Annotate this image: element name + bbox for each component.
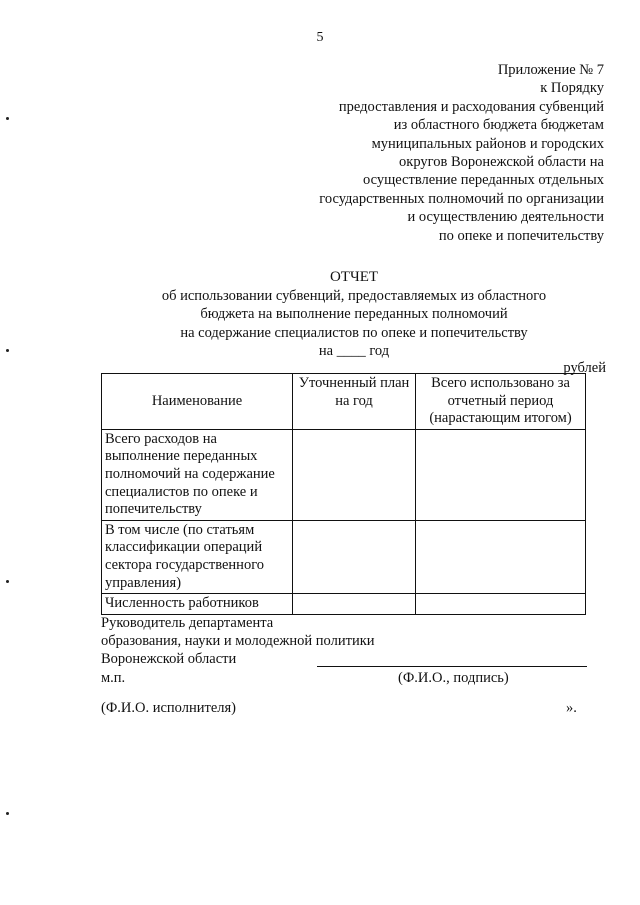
table-row (102, 594, 586, 615)
signatory-line: Воронежской области (101, 650, 237, 667)
row-name-cell: Численность работников (102, 594, 293, 615)
column-header-name: Наименование (102, 374, 293, 430)
signatory-line: Руководитель департамента (101, 615, 274, 631)
signatory-line: образования, науки и молодежной политики (101, 632, 375, 649)
annex-line: из областного бюджета бюджетам (393, 117, 604, 134)
column-header-used: Всего использовано за отчетный период (нарастающим итогом) (416, 374, 586, 430)
page-number: 5 (316, 30, 324, 45)
row-plan-cell (293, 520, 416, 593)
table-row (102, 520, 586, 593)
margin-mark (6, 349, 9, 352)
signature-block (101, 615, 601, 668)
report-subtitle-line: на содержание специалистов по опеке и попечительству (180, 324, 528, 341)
annex-reference (284, 61, 604, 245)
row-plan-cell (293, 429, 416, 520)
row-used-cell (416, 594, 586, 615)
annex-line: к Порядку (540, 80, 604, 97)
fio-signature-label: (Ф.И.О., подпись) (398, 670, 509, 686)
annex-line: и осуществлению деятельности (407, 209, 604, 226)
row-name-cell: В том числе (по статьям классификации операций сектора государственного управления) (102, 520, 293, 593)
stamp-label: м.п. (101, 670, 126, 686)
margin-mark (6, 117, 9, 120)
table-row (102, 429, 586, 520)
report-title-block (0, 268, 640, 361)
signature-underline (317, 666, 587, 667)
annex-line: муниципальных районов и городских (371, 135, 604, 152)
column-header-plan: Уточненный план на год (293, 374, 416, 430)
report-subtitle-line: об использовании субвенций, предоставляемых из областного (161, 287, 547, 304)
margin-mark (6, 812, 9, 815)
executor-label: (Ф.И.О. исполнителя) (101, 700, 237, 716)
row-used-cell (416, 429, 586, 520)
row-plan-cell (293, 594, 416, 615)
table-header-row (102, 374, 586, 430)
report-subtitle-line: бюджета на выполнение переданных полномочий (200, 306, 508, 323)
annex-line: государственных полномочий по организации (319, 190, 604, 207)
row-used-cell (416, 520, 586, 593)
closing-quote-mark: ». (566, 700, 577, 716)
report-heading: ОТЧЕТ (329, 269, 379, 285)
annex-line: предоставления и расходования субвенций (338, 98, 604, 115)
annex-line: округов Воронежской области на (399, 154, 604, 171)
row-name-cell: Всего расходов на выполнение переданных полномочий на содержание специалистов по опеке и попечительству (102, 429, 293, 520)
currency-units: рублей (563, 360, 606, 376)
report-table (101, 373, 586, 615)
annex-line: осуществление переданных отдельных (362, 172, 604, 189)
margin-mark (6, 580, 9, 583)
annex-line: Приложение № 7 (497, 62, 604, 78)
report-year-line: на ____ год (318, 343, 390, 360)
annex-line: по опеке и попечительству (438, 227, 604, 244)
